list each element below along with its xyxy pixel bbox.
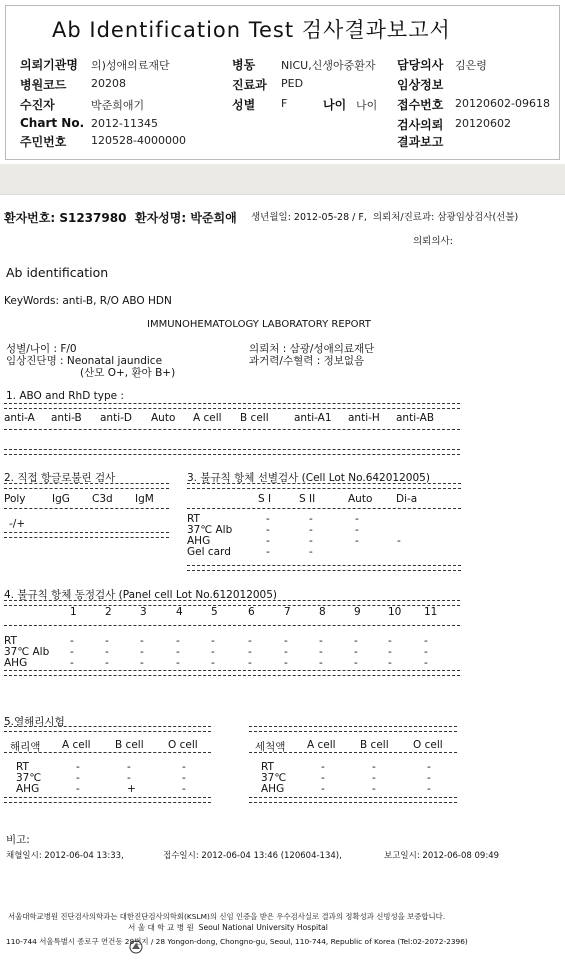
sec4-col: 4 bbox=[176, 606, 183, 618]
reqdate-value: 20120602 bbox=[455, 117, 511, 130]
report-header bbox=[0, 0, 565, 164]
sec4-cell: - bbox=[176, 657, 180, 669]
sec4-col: 2 bbox=[105, 606, 112, 618]
sec4-cell: - bbox=[105, 646, 109, 658]
diagnosis-note: (산모 O+, 환아 B+) bbox=[80, 367, 176, 379]
clinical-label: 임상정보 bbox=[397, 78, 444, 92]
requester: 의뢰처 : 삼광/성애의료재단 bbox=[249, 343, 375, 355]
eluate-cell: - bbox=[182, 783, 186, 795]
collect-date: 채혈일시: 2012-06-04 13:33, bbox=[6, 851, 124, 861]
sec3-cell: - bbox=[355, 524, 359, 536]
wash-row-label: AHG bbox=[261, 783, 285, 795]
sec4-col: 7 bbox=[284, 606, 291, 618]
doctor-label: 담당의사 bbox=[397, 58, 444, 72]
hospital-address: 110-744 서울특별시 종로구 연건동 28번지 / 28 Yongon-dong, Chongno-gu, Seoul, 110-744, Republic of Korea (Tel:02-2072-2396) bbox=[6, 937, 468, 946]
hospcode-label: 병원코드 bbox=[20, 78, 67, 92]
ssn-value: 120528-4000000 bbox=[91, 134, 186, 147]
sec5-title: 5.열해리시험 bbox=[4, 716, 65, 728]
sec4-cell: - bbox=[424, 635, 428, 647]
eluate-rule-mid bbox=[4, 752, 211, 753]
eluate-rule-top bbox=[4, 726, 211, 732]
sec4-row-label: RT bbox=[4, 635, 17, 647]
eluate-row-label: AHG bbox=[16, 783, 40, 795]
sec3-rule-bottom bbox=[187, 565, 461, 571]
wash-col: 세척액 bbox=[255, 741, 286, 753]
wash-rule-bottom bbox=[249, 797, 457, 803]
chart-value: 2012-11345 bbox=[91, 117, 158, 130]
sec1-col: B cell bbox=[240, 412, 269, 424]
sec4-cell: - bbox=[354, 646, 358, 658]
sec3-cell: - bbox=[355, 513, 359, 525]
hospital-logo-icon bbox=[109, 920, 123, 934]
wash-cell: - bbox=[321, 783, 325, 795]
ssn-label: 주민번호 bbox=[20, 135, 67, 149]
age-label: 나이 bbox=[323, 98, 347, 112]
wash-cell: - bbox=[321, 772, 325, 784]
wash-rule-top bbox=[249, 726, 457, 732]
sec2-value: -/+ bbox=[9, 518, 26, 530]
sec1-col: anti-H bbox=[348, 412, 380, 424]
sec3-cell: - bbox=[355, 535, 359, 547]
sec4-cell: - bbox=[140, 646, 144, 658]
eluate-cell: - bbox=[182, 772, 186, 784]
diagnosis: 임상진단명 : Neonatal jaundice bbox=[6, 355, 163, 367]
receipt-date: 접수일시: 2012-06-04 13:46 (120604-134), bbox=[163, 851, 342, 861]
sec4-cell: - bbox=[70, 635, 74, 647]
sec4-cell: - bbox=[424, 646, 428, 658]
sec3-cell: - bbox=[309, 546, 313, 558]
report-subtitle: IMMUNOHEMATOLOGY LABORATORY REPORT bbox=[147, 319, 371, 330]
sec1-col: anti-AB bbox=[396, 412, 435, 424]
sec3-cell: - bbox=[266, 546, 270, 558]
sec3-row-label: 37℃ Alb bbox=[187, 524, 233, 536]
sex-label: 성별 bbox=[232, 98, 256, 112]
wash-col: A cell bbox=[307, 739, 336, 751]
eluate-col: O cell bbox=[168, 739, 198, 751]
sec4-rule-mid bbox=[4, 625, 460, 626]
sec3-col: Auto bbox=[348, 493, 373, 505]
wash-row-label: RT bbox=[261, 761, 274, 773]
sec2-col: C3d bbox=[92, 493, 113, 505]
sec3-cell: - bbox=[309, 535, 313, 547]
sec4-cell: - bbox=[211, 635, 215, 647]
sec4-cell: - bbox=[248, 657, 252, 669]
dept-value: PED bbox=[281, 77, 304, 90]
background-gap bbox=[0, 164, 565, 194]
wash-cell: - bbox=[427, 761, 431, 773]
sec3-cell: - bbox=[309, 524, 313, 536]
scanned-report bbox=[0, 194, 565, 953]
patient-value: 박준희애기 bbox=[91, 99, 145, 112]
sec2-col: IgM bbox=[135, 493, 154, 505]
sec4-cell: - bbox=[424, 657, 428, 669]
wash-cell: - bbox=[372, 761, 376, 773]
sec4-cell: - bbox=[211, 646, 215, 658]
sec2-rule-bottom bbox=[4, 532, 169, 538]
sec3-col: S II bbox=[299, 493, 316, 505]
age-value: 나이 bbox=[356, 99, 378, 112]
sec3-rule-top bbox=[187, 483, 461, 489]
sec4-cell: - bbox=[211, 657, 215, 669]
sec3-row-label: RT bbox=[187, 513, 200, 525]
wash-row-label: 37℃ bbox=[261, 772, 287, 784]
sec4-col: 8 bbox=[319, 606, 326, 618]
sec1-title: 1. ABO and RhD type : bbox=[6, 390, 124, 402]
result-label: 결과보고 bbox=[397, 135, 444, 149]
sec4-cell: - bbox=[176, 635, 180, 647]
sec4-cell: - bbox=[248, 635, 252, 647]
wash-rule-mid bbox=[249, 752, 457, 753]
dept-label: 진료과 bbox=[232, 78, 267, 92]
sec3-cell: - bbox=[266, 535, 270, 547]
receipt-value: 20120602-09618 bbox=[455, 97, 550, 110]
hospcode-value: 20208 bbox=[91, 77, 126, 90]
report-date: 보고일시: 2012-06-08 09:49 bbox=[384, 851, 500, 861]
sec4-cell: - bbox=[105, 657, 109, 669]
remark-label: 비고: bbox=[6, 834, 30, 846]
sec1-col: anti-A1 bbox=[294, 412, 332, 424]
wash-cell: - bbox=[427, 772, 431, 784]
sec1-col: A cell bbox=[193, 412, 222, 424]
eluate-col: 해리액 bbox=[10, 741, 41, 753]
doctor-value: 김은령 bbox=[455, 59, 487, 72]
patient-info: 생년월일: 2012-05-28 / F, 의뢰처/진료과: 삼광임상검사(선불) bbox=[251, 212, 519, 223]
patient-id: 환자번호: S1237980 bbox=[4, 211, 127, 225]
eluate-col: A cell bbox=[62, 739, 91, 751]
sec3-row-label: AHG bbox=[187, 535, 211, 547]
sec4-row-label: 37℃ Alb bbox=[4, 646, 50, 658]
sec4-cell: - bbox=[140, 657, 144, 669]
eluate-rule-bottom bbox=[4, 797, 211, 803]
eluate-col: B cell bbox=[115, 739, 144, 751]
eluate-cell: - bbox=[76, 783, 80, 795]
sec4-cell: - bbox=[284, 657, 288, 669]
sec1-rule-bottom bbox=[4, 449, 460, 455]
wash-cell: - bbox=[372, 772, 376, 784]
patient-label: 수진자 bbox=[20, 98, 55, 112]
sec4-cell: - bbox=[388, 657, 392, 669]
sec4-col: 9 bbox=[354, 606, 361, 618]
sex-age: 성별/나이 : F/0 bbox=[6, 343, 77, 355]
sec3-title: 3. 불규칙 항체 선별검사 (Cell Lot No.642012005) bbox=[187, 472, 430, 484]
sec3-cell: - bbox=[309, 513, 313, 525]
wash-col: B cell bbox=[360, 739, 389, 751]
ward-value: NICU,신생아중환자 bbox=[281, 59, 376, 72]
reqdate-label: 검사의뢰 bbox=[397, 118, 444, 132]
sec2-col: Poly bbox=[4, 493, 26, 505]
sec4-cell: - bbox=[354, 657, 358, 669]
org-label: 의뢰기관명 bbox=[20, 58, 78, 72]
sec3-cell: - bbox=[266, 524, 270, 536]
ward-label: 병동 bbox=[232, 58, 256, 72]
sec2-title: 2. 직접 항글로불린 검사 bbox=[4, 472, 116, 484]
eluate-row-label: 37℃ bbox=[16, 772, 42, 784]
sex-value: F bbox=[281, 97, 288, 110]
eluate-cell: - bbox=[76, 761, 80, 773]
wash-col: O cell bbox=[413, 739, 443, 751]
sec4-cell: - bbox=[140, 635, 144, 647]
sec3-cell: - bbox=[397, 535, 401, 547]
wash-cell: - bbox=[321, 761, 325, 773]
sec4-cell: - bbox=[105, 635, 109, 647]
eluate-cell: + bbox=[127, 783, 136, 795]
sec2-rule-top bbox=[4, 483, 169, 489]
sec4-cell: - bbox=[70, 646, 74, 658]
report-title: Ab identification bbox=[6, 265, 109, 280]
sec4-cell: - bbox=[388, 646, 392, 658]
sec4-cell: - bbox=[248, 646, 252, 658]
sec4-cell: - bbox=[354, 635, 358, 647]
sec4-cell: - bbox=[388, 635, 392, 647]
org-value: 의)성애의료재단 bbox=[91, 59, 170, 72]
eluate-cell: - bbox=[127, 772, 131, 784]
sec1-col: anti-B bbox=[51, 412, 82, 424]
chart-label: Chart No. bbox=[20, 116, 85, 130]
sec4-col: 6 bbox=[248, 606, 255, 618]
sec1-rule-top bbox=[4, 403, 460, 409]
sec4-cell: - bbox=[284, 635, 288, 647]
sec4-col: 11 bbox=[424, 606, 438, 618]
history: 과거력/수혈력 : 정보없음 bbox=[249, 355, 365, 367]
sec3-col: Di-a bbox=[396, 493, 418, 505]
referring-doctor: 의뢰의사: bbox=[413, 236, 453, 247]
sec4-col: 1 bbox=[70, 606, 77, 618]
sec2-col: IgG bbox=[52, 493, 70, 505]
sec4-col: 3 bbox=[140, 606, 147, 618]
sec1-col: anti-D bbox=[100, 412, 132, 424]
sec3-rule-mid bbox=[187, 508, 461, 509]
sec4-cell: - bbox=[284, 646, 288, 658]
sec4-cell: - bbox=[319, 635, 323, 647]
sec4-cell: - bbox=[70, 657, 74, 669]
receipt-label: 접수번호 bbox=[397, 98, 444, 112]
eluate-cell: - bbox=[76, 772, 80, 784]
eluate-cell: - bbox=[182, 761, 186, 773]
sec1-col: Auto bbox=[151, 412, 176, 424]
keywords: KeyWords: anti-B, R/O ABO HDN bbox=[4, 295, 172, 307]
sec3-cell: - bbox=[266, 513, 270, 525]
hospital-name: 서 울 대 학 교 병 원 Seoul National University Hospital bbox=[128, 923, 328, 932]
eluate-cell: - bbox=[127, 761, 131, 773]
sec4-col: 10 bbox=[388, 606, 402, 618]
header-title: Ab Identification Test 검사결과보고서 bbox=[52, 18, 451, 42]
sec4-rule-bottom bbox=[4, 670, 460, 676]
wash-cell: - bbox=[372, 783, 376, 795]
sec4-cell: - bbox=[319, 646, 323, 658]
sec1-col: anti-A bbox=[4, 412, 35, 424]
sec3-row-label: Gel card bbox=[187, 546, 231, 558]
sec4-col: 5 bbox=[211, 606, 218, 618]
sec4-row-label: AHG bbox=[4, 657, 28, 669]
eluate-row-label: RT bbox=[16, 761, 29, 773]
certification-note: 서울대학교병원 진단검사의학과는 대한진단검사의학회(KSLM)의 신임 인증을 받은 우수검사실로 결과의 정확성과 신빙성을 보증합니다. bbox=[8, 912, 446, 921]
patient-name: 환자성명: 박준희애 bbox=[135, 211, 237, 225]
sec3-col: S I bbox=[258, 493, 272, 505]
sec4-cell: - bbox=[319, 657, 323, 669]
wash-cell: - bbox=[427, 783, 431, 795]
sec4-cell: - bbox=[176, 646, 180, 658]
sec4-title: 4. 불규칙 항체 동정검사 (Panel cell Lot No.612012005) bbox=[4, 589, 278, 601]
sec1-rule-mid bbox=[4, 429, 460, 430]
sec2-rule-mid bbox=[4, 508, 169, 509]
